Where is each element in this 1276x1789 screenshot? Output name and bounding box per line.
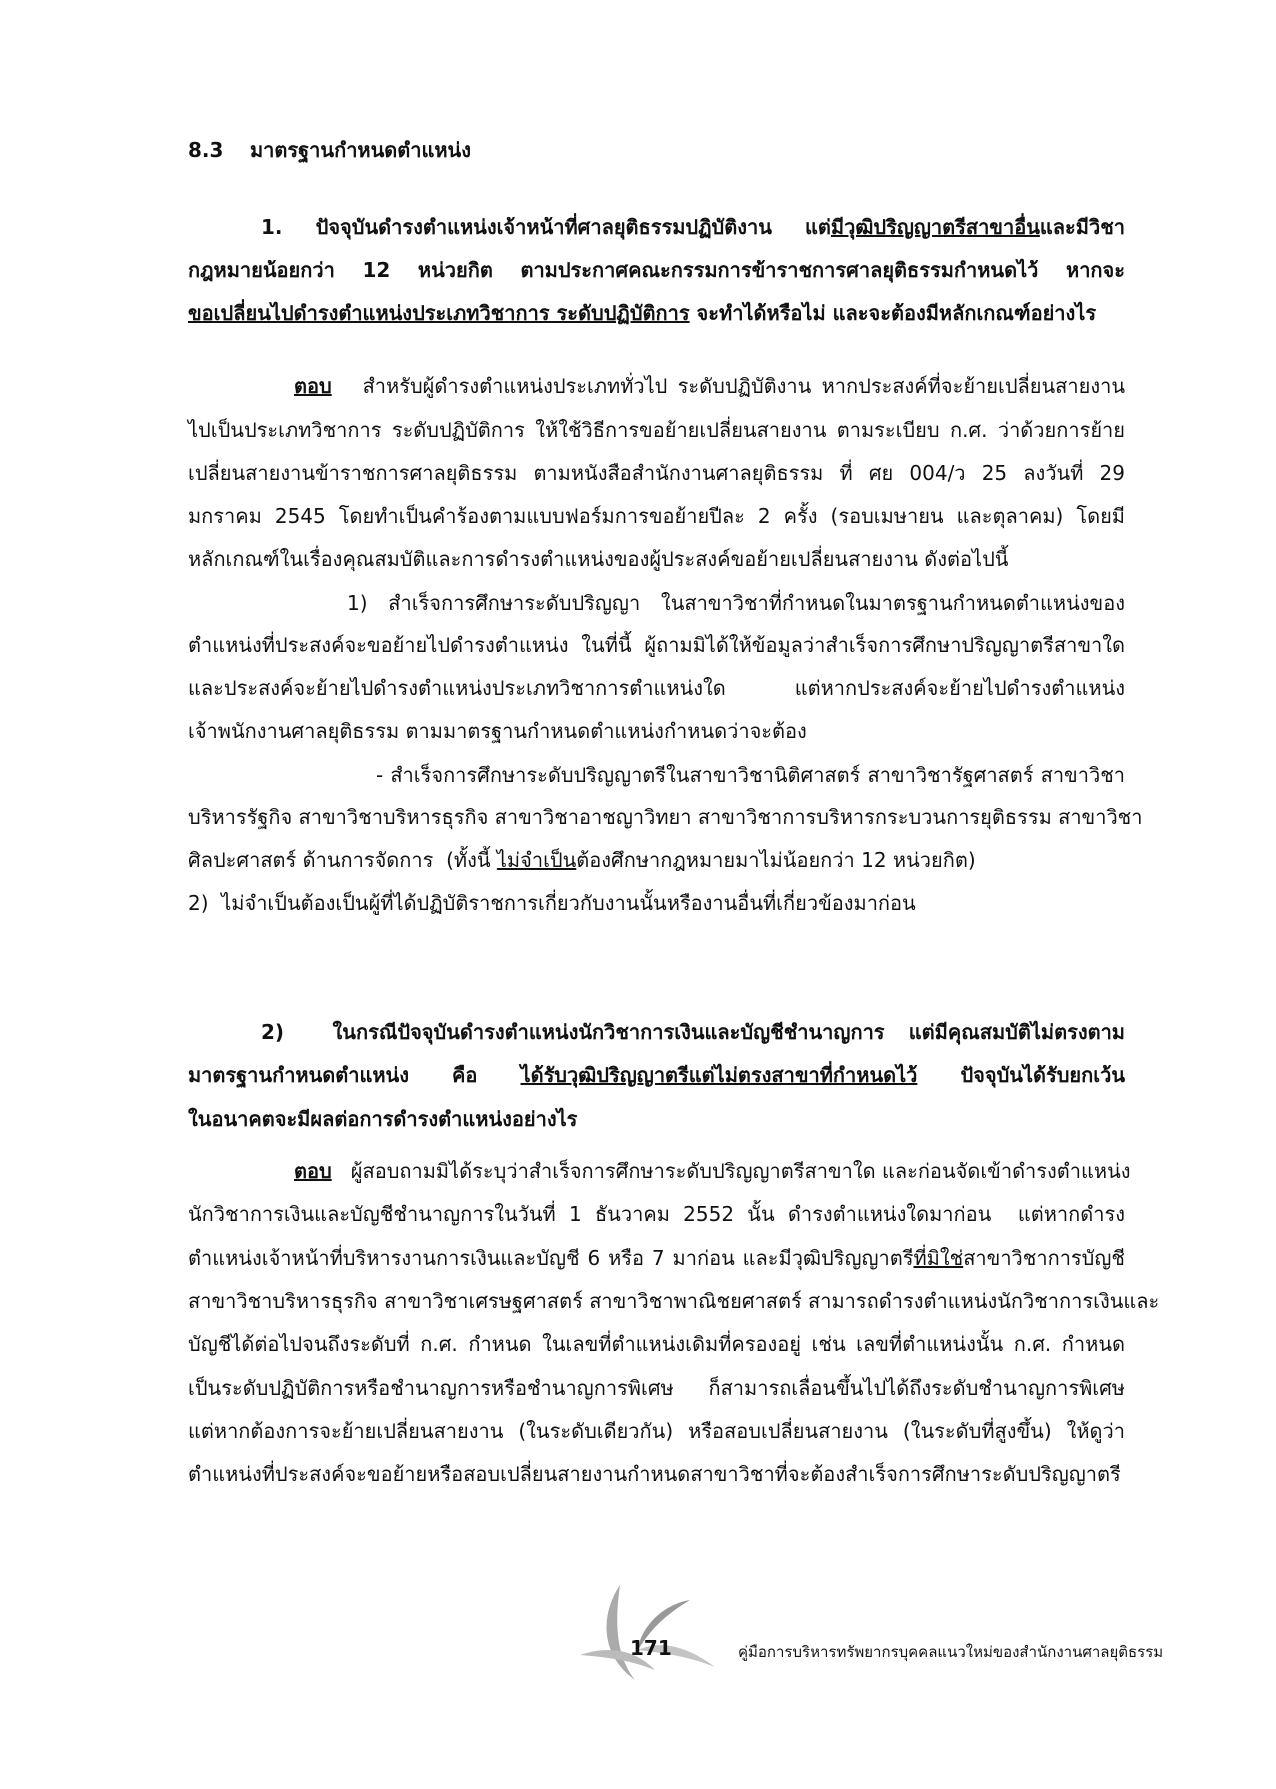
- text-line: [188, 1416, 1125, 1446]
- text-segment: ไปเป็นประเภทวิชาการ ระดับปฏิบัติการ ให้ใช้วิธีการขอย้ายเปลี่ยนสายงาน ตามระเบียบ ก.ศ. ว่าด้วยการย้าย: [188, 418, 1125, 442]
- text-segment: กฎหมายน้อยกว่า 12 หน่วยกิต ตามประกาศคณะกรรมการข้าราชการศาลยุติธรรมกำหนดไว้ หากจะ: [188, 258, 1125, 282]
- section-heading: [188, 134, 471, 166]
- text-segment: ผู้สอบถามมิได้ระบุว่าสำเร็จการศึกษาระดับปริญญาตรีสาขาใด และก่อนจัดเข้าดำรงตำแหน่ง: [331, 1159, 1131, 1183]
- underlined-text: ตอบ: [294, 374, 332, 398]
- text-line: [261, 1017, 1125, 1047]
- underlined-text: ตอบ: [294, 1159, 332, 1183]
- text-segment: บัญชีได้ต่อไปจนถึงระดับที่ ก.ศ. กำหนด ในเลขที่ตำแหน่งเดิมที่ครองอยู่ เช่น เลขที่ตำแหน่งนั้น ก.ศ. กำหนด: [188, 1332, 1125, 1356]
- text-line: [188, 716, 1125, 746]
- text-segment: 2) ในกรณีปัจจุบันดำรงตำแหน่งนักวิชาการเงินและบัญชีชำนาญการ แต่มีคุณสมบัติไม่ตรงตาม: [261, 1020, 1125, 1044]
- text-segment: 2) ไม่จำเป็นต้องเป็นผู้ที่ได้ปฏิบัติราชการเกี่ยวกับงานนั้นหรืองานอื่นที่เกี่ยวข้องมาก่อน: [188, 891, 916, 915]
- section-title: มาตรฐานกำหนดตำแหน่ง: [250, 138, 471, 162]
- text-line: [188, 1286, 1160, 1316]
- footer-book-title: คู่มือการบริหารทรัพยากรบุคคลแนวใหม่ของสำนักงานศาลยุติธรรม: [738, 1643, 1164, 1661]
- text-segment: ตำแหน่งที่ประสงค์จะขอย้ายไปดำรงตำแหน่ง ในที่นี้ ผู้ถามมิได้ให้ข้อมูลว่าสำเร็จการศึกษาปริญญาตรีสาขาใด: [188, 633, 1125, 657]
- text-line: [188, 673, 1125, 703]
- text-line: [188, 888, 1125, 918]
- text-segment: สาขาวิชาการบัญชี: [963, 1246, 1125, 1270]
- text-line: [347, 588, 1125, 618]
- text-segment: ในอนาคตจะมีผลต่อการดำรงตำแหน่งอย่างไร: [188, 1107, 578, 1131]
- text-segment: เจ้าพนักงานศาลยุติธรรม ตามมาตรฐานกำหนดตำแหน่งกำหนดว่าจะต้อง: [188, 719, 807, 743]
- text-line: [188, 802, 1143, 832]
- text-line: [188, 630, 1125, 660]
- underlined-text: ไม่จำเป็น: [496, 848, 577, 872]
- text-segment: ปัจจุบันได้รับยกเว้น: [917, 1063, 1126, 1087]
- text-segment: เปลี่ยนสายงานข้าราชการศาลยุติธรรม ตามหนังสือสำนักงานศาลยุติธรรม ที่ ศย 004/ว 25 ลงวันที่ 29: [188, 461, 1125, 485]
- text-segment: สาขาวิชาบริหารธุรกิจ สาขาวิชาเศรษฐศาสตร์ สาขาวิชาพาณิชยศาสตร์ สามารถดำรงตำแหน่งนักวิชาการเงินและ: [188, 1289, 1160, 1313]
- text-line: [188, 1104, 1125, 1134]
- text-line: [188, 255, 1125, 285]
- text-segment: 1) สำเร็จการศึกษาระดับปริญญา ในสาขาวิชาที่กำหนดในมาตรฐานกำหนดตำแหน่งของ: [347, 591, 1125, 615]
- text-segment: และมีวิชา: [1039, 215, 1125, 239]
- text-segment: ศิลปะศาสตร์ ด้านการจัดการ (ทั้งนี้: [188, 848, 497, 872]
- text-line: [188, 1329, 1125, 1359]
- text-line: [294, 1156, 1131, 1186]
- text-line: [294, 371, 1125, 401]
- text-segment: แต่หากต้องการจะย้ายเปลี่ยนสายงาน (ในระดับเดียวกัน) หรือสอบเปลี่ยนสายงาน (ในระดับที่สูงขึ้น) ให้ดูว่า: [188, 1419, 1125, 1443]
- text-line: [188, 501, 1125, 531]
- text-line: [188, 415, 1125, 445]
- text-segment: 1. ปัจจุบันดำรงตำแหน่งเจ้าหน้าที่ศาลยุติธรรมปฏิบัติงาน แต่: [261, 215, 831, 239]
- footer-logo-icon: [580, 1575, 720, 1685]
- text-segment: ต้องศึกษากฎหมายมาไม่น้อยกว่า 12 หน่วยกิต): [576, 848, 976, 872]
- text-line: [188, 298, 1125, 328]
- text-line: [188, 845, 1125, 875]
- section-number: 8.3: [188, 138, 224, 162]
- text-segment: เป็นระดับปฏิบัติการหรือชำนาญการหรือชำนาญการพิเศษ ก็สามารถเลื่อนขึ้นไปได้ถึงระดับชำนาญการพิเศษ: [188, 1376, 1125, 1400]
- text-line: [376, 760, 1125, 790]
- text-segment: นักวิชาการเงินและบัญชีชำนาญการในวันที่ 1 ธันวาคม 2552 นั้น ดำรงตำแหน่งใดมาก่อน แต่หากดำรง: [188, 1202, 1125, 1226]
- text-segment: บริหารรัฐกิจ สาขาวิชาบริหารธุรกิจ สาขาวิชาอาชญาวิทยา สาขาวิชาการบริหารกระบวนการยุติธรรม สาขาวิชา: [188, 805, 1143, 829]
- underlined-text: ขอเปลี่ยนไปดำรงตำแหน่งประเภทวิชาการ ระดับปฏิบัติการ: [188, 301, 690, 325]
- text-line: [188, 1199, 1125, 1229]
- text-line: [188, 1459, 1125, 1489]
- text-segment: ตำแหน่งที่ประสงค์จะขอย้ายหรือสอบเปลี่ยนสายงานกำหนดสาขาวิชาที่จะต้องสำเร็จการศึกษาระดับปริญญาตรี: [188, 1462, 1121, 1486]
- text-segment: มาตรฐานกำหนดตำแหน่ง คือ: [188, 1063, 521, 1087]
- text-segment: และประสงค์จะย้ายไปดำรงตำแหน่งประเภทวิชาการตำแหน่งใด แต่หากประสงค์จะย้ายไปดำรงตำแหน่ง: [188, 676, 1125, 700]
- text-segment: หลักเกณฑ์ในเรื่องคุณสมบัติและการดำรงตำแหน่งของผู้ประสงค์ขอย้ายเปลี่ยนสายงาน ดังต่อไปนี้: [188, 547, 1009, 571]
- text-segment: - สำเร็จการศึกษาระดับปริญญาตรีในสาขาวิชานิติศาสตร์ สาขาวิชารัฐศาสตร์ สาขาวิชา: [376, 763, 1125, 787]
- text-line: [188, 458, 1125, 488]
- text-line: [188, 1243, 1125, 1273]
- text-segment: สำหรับผู้ดำรงตำแหน่งประเภททั่วไป ระดับปฏิบัติงาน หากประสงค์ที่จะย้ายเปลี่ยนสายงาน: [331, 374, 1125, 398]
- text-line: [261, 212, 1125, 242]
- underlined-text: ได้รับวุฒิปริญญาตรีแต่ไม่ตรงสาขาที่กำหนดไว้: [520, 1063, 918, 1087]
- text-segment: มกราคม 2545 โดยทำเป็นคำร้องตามแบบฟอร์มการขอย้ายปีละ 2 ครั้ง (รอบเมษายน และตุลาคม) โดยมี: [188, 504, 1125, 528]
- underlined-text: มีวุฒิปริญญาตรีสาขาอื่น: [830, 215, 1040, 239]
- page-number: 171: [630, 1636, 672, 1660]
- text-line: [188, 1060, 1125, 1090]
- text-line: [188, 1373, 1125, 1403]
- underlined-text: ที่มิใช่: [913, 1246, 964, 1270]
- text-line: [188, 544, 1125, 574]
- text-segment: จะทำได้หรือไม่ และจะต้องมีหลักเกณฑ์อย่างไร: [689, 301, 1097, 325]
- text-segment: ตำแหน่งเจ้าหน้าที่บริหารงานการเงินและบัญชี 6 หรือ 7 มาก่อน และมีวุฒิปริญญาตรี: [188, 1246, 914, 1270]
